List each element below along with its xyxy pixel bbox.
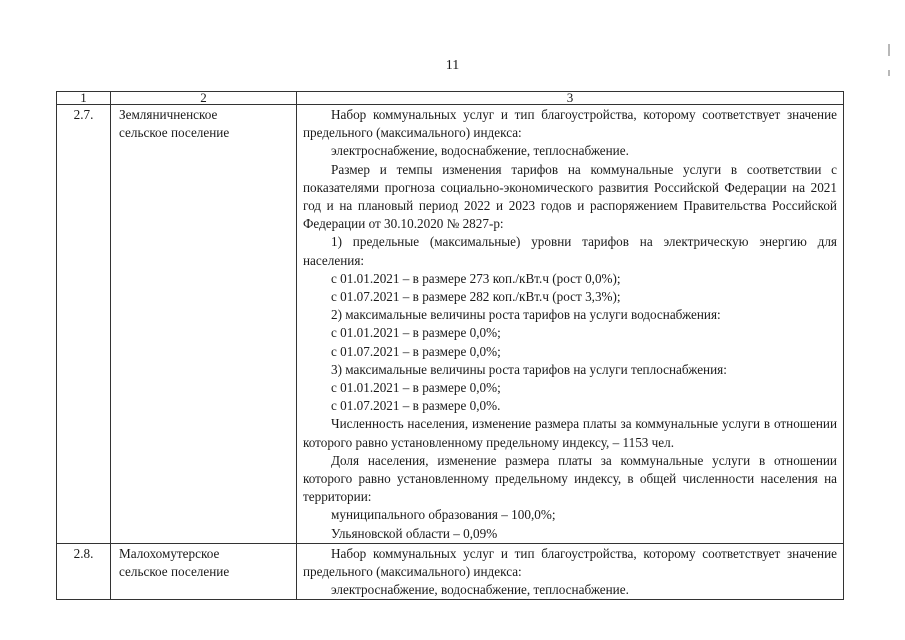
table-row [57,105,844,544]
description-paragraph: 3) максимальные величины роста тарифов на услуги теплоснабжения: [331,361,727,377]
page-number: 11 [445,58,460,73]
settlement-name-line: сельское поселение [119,125,230,141]
table-row [57,543,844,600]
row-number: 2.7. [57,105,111,544]
tariff-description [297,543,844,600]
description-paragraph: Ульяновской области – 0,09% [331,525,498,541]
description-paragraph: Доля населения, изменение размера платы за коммунальные услуги в отношении которого равно установленному предельному индексу, в общей численности населения на территории: [303,452,837,505]
header-cell: 3 [297,92,844,105]
table-body [57,92,844,600]
description-paragraph: электроснабжение, водоснабжение, теплоснабжение. [331,143,629,159]
settlement-name-line: Земляничненское [119,107,218,122]
description-paragraph: 1) предельные (максимальные) уровни тарифов на электрическую энергию для населения: [303,234,837,268]
settlement-name-line: Малохомутерское [119,545,220,561]
description-paragraph: Набор коммунальных услуг и тип благоустройства, которому соответствует значение предельного (максимального) индекса: [303,107,837,141]
description-paragraph: с 01.01.2021 – в размере 0,0%; [331,325,501,341]
settlement-name [111,543,297,600]
description-paragraph: с 01.07.2021 – в размере 0,0%. [331,398,501,414]
scan-mark [888,70,890,76]
description-paragraph: Численность населения, изменение размера платы за коммунальные услуги в отношении которого равно установленному предельному индексу, – 1153 чел. [303,416,837,450]
table-header-row [57,92,844,105]
description-paragraph: с 01.01.2021 – в размере 0,0%; [331,380,501,396]
description-paragraph: с 01.07.2021 – в размере 0,0%; [331,343,501,359]
description-paragraph: Размер и темпы изменения тарифов на коммунальные услуги в соответствии с показателями прогноза социально-экономического развития Российской Федерации на 2021 год и на плановый период 2022 и 2023 годов и распоряжением Правительства Российской Федерации от 30.10.2020 № 2827-р: [303,161,837,232]
description-paragraph: с 01.01.2021 – в размере 273 коп./кВт.ч (рост 0,0%); [331,270,621,286]
description-paragraph: муниципального образования – 100,0%; [331,507,556,523]
description-paragraph: с 01.07.2021 – в размере 282 коп./кВт.ч (рост 3,3%); [331,289,621,305]
tariff-table [56,91,844,600]
header-cell: 1 [57,92,111,105]
scan-mark [888,44,890,56]
settlement-name-line: сельское поселение [119,564,230,580]
settlement-name [111,105,297,544]
description-paragraph: 2) максимальные величины роста тарифов на услуги водоснабжения: [331,307,721,323]
tariff-description [297,105,844,544]
row-number: 2.8. [57,543,111,600]
description-paragraph: Набор коммунальных услуг и тип благоустройства, которому соответствует значение предельного (максимального) индекса: [303,545,837,580]
header-cell: 2 [111,92,297,105]
description-paragraph: электроснабжение, водоснабжение, теплоснабжение. [331,582,629,598]
